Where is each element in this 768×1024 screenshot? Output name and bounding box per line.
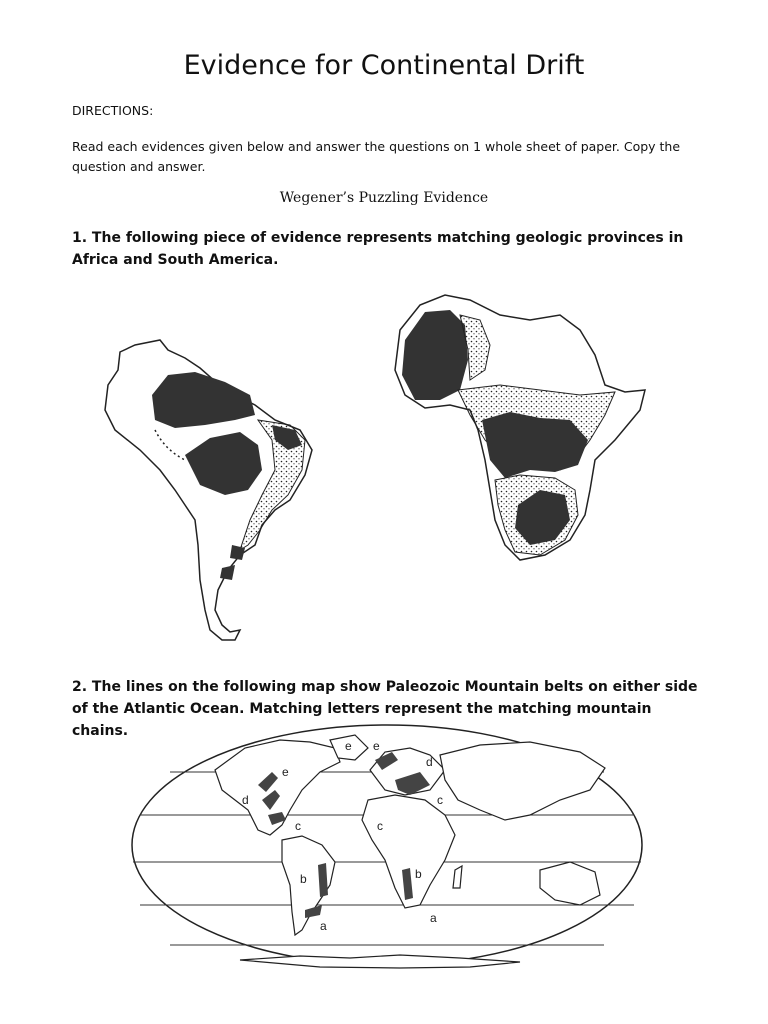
page-title: Evidence for Continental Drift xyxy=(183,50,585,81)
question-2: 2. The lines on the following map show Paleozoic Mountain belts on either side of the Atlantic Ocean. Matching letters represent the matching mountain chains. xyxy=(72,679,698,739)
label-e-north-america: e xyxy=(282,765,289,779)
label-b-south-america: b xyxy=(300,872,307,886)
label-a-africa: a xyxy=(430,911,437,925)
label-e-greenland: e xyxy=(345,739,352,753)
label-d-north-america: d xyxy=(242,793,249,807)
question-1: 1. The following piece of evidence represents matching geologic provinces in Africa and South America. xyxy=(72,230,684,268)
directions-text: Read each evidences given below and answer the questions on 1 whole sheet of paper. Copy the question and answer. xyxy=(72,139,681,174)
label-a-south-america: a xyxy=(320,919,327,933)
label-e-europe: e xyxy=(373,739,380,753)
section-subheading: Wegener’s Puzzling Evidence xyxy=(279,190,489,206)
label-d-europe: d xyxy=(426,755,433,769)
label-c-north-america: c xyxy=(295,819,301,833)
directions-label: DIRECTIONS: xyxy=(72,103,154,118)
label-c-asia: c xyxy=(437,793,443,807)
label-c-africa: c xyxy=(377,819,383,833)
label-b-africa: b xyxy=(415,867,422,881)
